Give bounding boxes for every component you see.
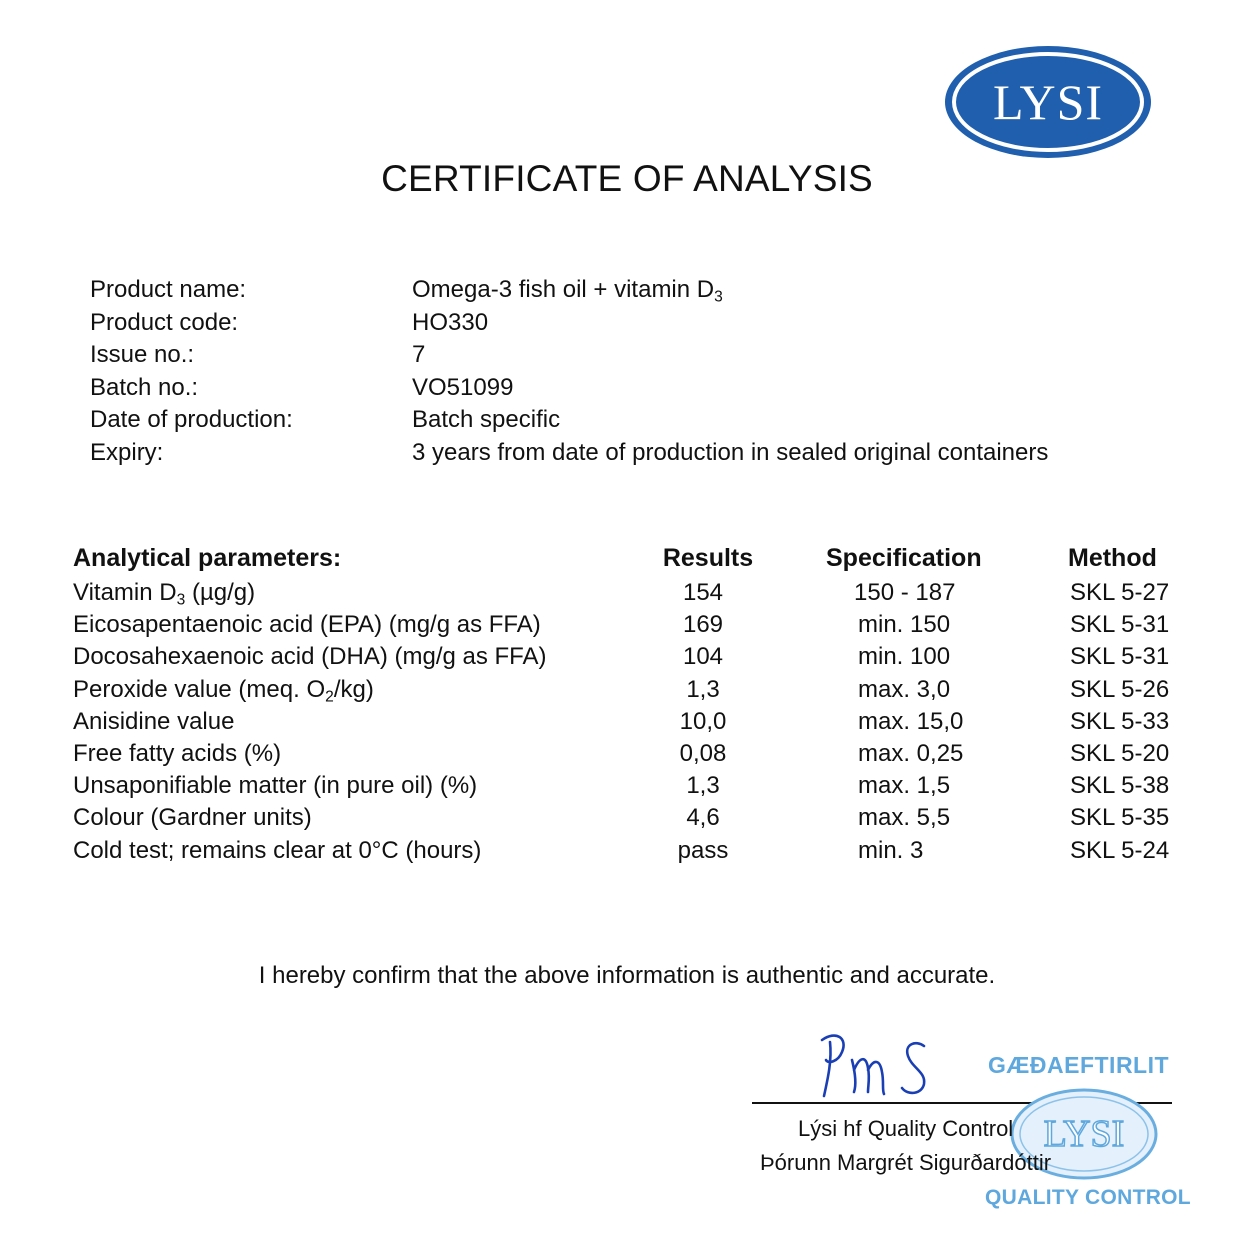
result-value: 154 [682, 579, 724, 606]
issue-no-label: Issue no.: [90, 341, 195, 368]
batch-no-value: VO51099 [412, 373, 514, 401]
table-row [0, 804, 1254, 836]
specification-value: min. 150 [858, 611, 951, 639]
signer-name: Þórunn Margrét Sigurðardóttir [760, 1150, 1052, 1175]
batch-no-label: Batch no.: [90, 373, 199, 401]
product-code-value: HO330 [412, 308, 489, 336]
parameter-name: Peroxide value (meq. $O_2/kg$) [73, 675, 374, 705]
parameter-name: Colour (Gardner units) [73, 804, 312, 832]
method-value: SKL 5-20 [1070, 739, 1170, 767]
product-name-label: Product name: [90, 276, 247, 303]
specification-value: max. 5,5 [858, 804, 951, 832]
method-header: Method [1068, 544, 1157, 572]
parameters-header: Analytical parameters: [73, 544, 342, 572]
result-value: 1,3 [686, 675, 720, 703]
specification-value: min. 100 [858, 643, 951, 671]
table-row [0, 740, 1254, 772]
method-value: SKL 5-26 [1070, 675, 1170, 703]
method-value: SKL 5-31 [1070, 611, 1170, 639]
parameter-name: Cold test; remains clear at 0°C (hours) [73, 836, 482, 864]
date-of-production-value: Batch specific [412, 406, 561, 433]
result-value: 4,6 [686, 804, 720, 832]
stamp-top-text: GÆÐAEFTIRLIT [988, 1052, 1170, 1078]
table-row [0, 611, 1254, 643]
table-row [0, 676, 1254, 708]
page-title: CERTIFICATE OF ANALYSIS [381, 158, 873, 199]
analysis-header-row [0, 544, 1254, 579]
specification-value: max. 3,0 [858, 675, 951, 703]
stamp-bottom-text: QUALITY CONTROL [985, 1186, 1191, 1209]
confirmation-statement: I hereby confirm that the above information is authentic and accurate. [258, 962, 996, 989]
lysi-logo [943, 44, 1153, 160]
method-value: SKL 5-35 [1070, 804, 1170, 832]
method-value: SKL 5-24 [1070, 836, 1170, 864]
result-value: pass [677, 836, 729, 864]
result-value: 104 [682, 643, 724, 671]
analysis-table [0, 544, 1254, 869]
parameter-name: Docosahexaenoic acid (DHA) (mg/g as FFA) [73, 643, 547, 671]
method-value: SKL 5-33 [1070, 707, 1170, 735]
parameter-name: Eicosapentaenoic acid (EPA) (mg/g as FFA) [73, 611, 541, 639]
table-row [0, 579, 1254, 611]
parameter-name: Unsaponifiable matter (in pure oil) (%) [73, 772, 478, 800]
date-of-production-label: Date of production: [90, 406, 293, 433]
result-value: 1,3 [686, 772, 720, 800]
result-value: 10,0 [679, 707, 727, 735]
parameter-name: Free fatty acids (%) [73, 739, 282, 767]
issue-no-value: 7 [412, 341, 426, 368]
specification-value: 150 - 187 [854, 579, 956, 606]
table-row [0, 643, 1254, 675]
product-name-value: Omega-3 fish oil + vitamin $D_3$ [412, 276, 723, 306]
parameter-name: Vitamin $D_3$ (µg/g) [73, 579, 256, 609]
specification-value: max. 1,5 [858, 772, 951, 800]
expiry-value: 3 years from date of production in sealed original containers [412, 438, 1049, 466]
product-info-values [412, 274, 1048, 469]
quality-control-department: Lýsi hf Quality Control [798, 1116, 1014, 1141]
specification-value: max. 15,0 [858, 707, 964, 735]
table-row [0, 837, 1254, 869]
svg-text:LYSI: LYSI [1043, 1113, 1125, 1155]
method-value: SKL 5-31 [1070, 643, 1170, 671]
method-value: SKL 5-27 [1070, 579, 1170, 606]
svg-text:LYSI: LYSI [992, 74, 1104, 130]
parameter-name: Anisidine value [73, 707, 235, 735]
specification-value: max. 0,25 [858, 739, 964, 767]
method-value: SKL 5-38 [1070, 772, 1170, 800]
specification-header: Specification [826, 544, 982, 572]
expiry-label: Expiry: [90, 438, 164, 466]
product-code-label: Product code: [90, 308, 239, 336]
results-header: Results [662, 544, 754, 572]
product-info-labels [90, 274, 293, 469]
table-row [0, 708, 1254, 740]
result-value: 169 [682, 611, 724, 639]
result-value: 0,08 [679, 739, 727, 767]
handwritten-signature [812, 1020, 942, 1100]
table-row [0, 772, 1254, 804]
specification-value: min. 3 [858, 836, 924, 864]
